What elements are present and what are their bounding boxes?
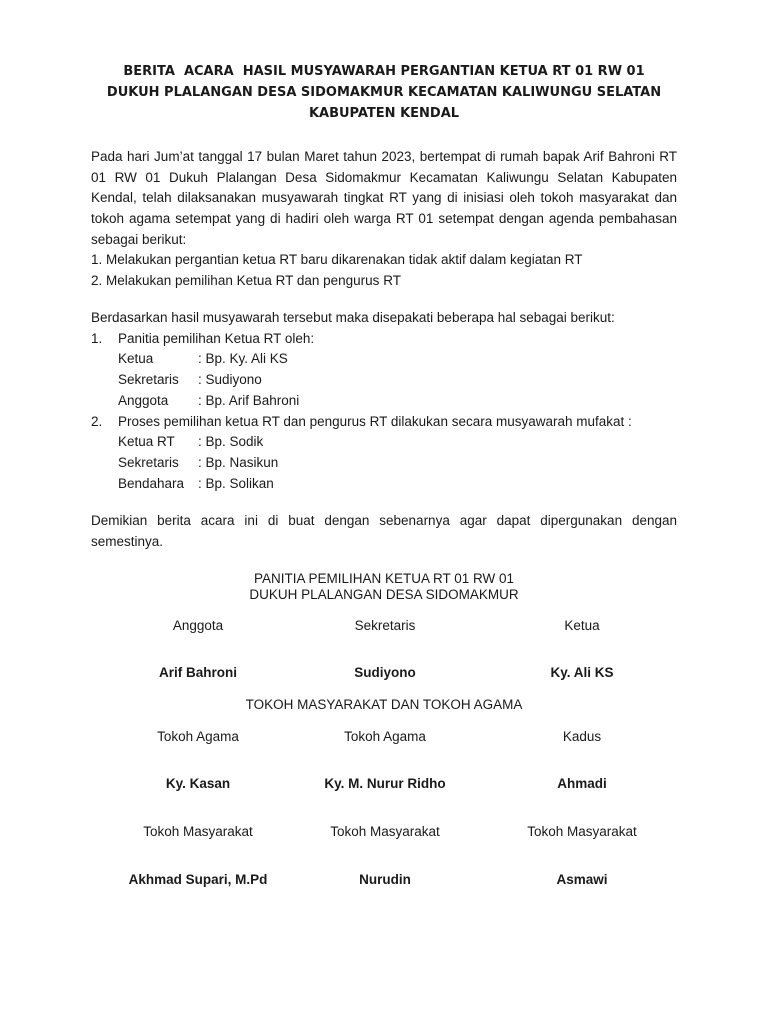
agenda-item-2: 2. Melakukan pemilihan Ketua RT dan pengurus RT (91, 273, 401, 288)
signatory-name: Ahmadi (557, 776, 607, 791)
title-line-1: BERITA ACARA HASIL MUSYAWARAH PERGANTIAN KETUA RT 01 RW 01 (123, 64, 645, 79)
role-value: : Bp. Ky. Ali KS (198, 351, 288, 366)
role-label: Sekretaris (118, 372, 179, 387)
role-value: : Bp. Arif Bahroni (198, 393, 300, 408)
signatory-name: Ky. Ali KS (550, 665, 614, 680)
closing-paragraph: Demikian berita acara ini di buat dengan sebenarnya agar dapat dipergunakan dengan semestinya. (91, 513, 677, 549)
title-line-3: KABUPATEN KENDAL (308, 106, 460, 121)
signatory-title: Kadus (562, 729, 602, 744)
role-label: Ketua (118, 351, 154, 366)
role-label: Bendahara (118, 476, 185, 491)
signatory-title: Ketua (564, 618, 600, 633)
signatory-name: Sudiyono (354, 665, 416, 680)
document-title (0, 61, 768, 124)
role-value: : Bp. Solikan (198, 476, 274, 491)
signatory-name: Ky. M. Nurur Ridho (324, 776, 446, 791)
agenda-item-1: 1. Melakukan pergantian ketua RT baru dikarenakan tidak aktif dalam kegiatan RT (91, 252, 583, 267)
signatory-title: Tokoh Agama (157, 729, 239, 744)
committee-heading-1: PANITIA PEMILIHAN KETUA RT 01 RW 01 (253, 571, 515, 586)
signatory-title: Tokoh Masyarakat (143, 824, 253, 839)
signatory-title: Sekretaris (354, 618, 416, 633)
signatory-name: Arif Bahroni (158, 665, 237, 680)
signatory-name: Nurudin (359, 872, 411, 887)
role-value: : Sudiyono (198, 372, 262, 387)
result-item-1-number: 1. (91, 331, 103, 346)
title-line-2: DUKUH PLALANGAN DESA SIDOMAKMUR KECAMATAN KALIWUNGU SELATAN (106, 85, 662, 100)
results-lead: Berdasarkan hasil musyawarah tersebut maka disepakati beberapa hal sebagai berikut: (91, 310, 615, 325)
result-item-2-text: Proses pemilihan ketua RT dan pengurus RT dilakukan secara musyawarah mufakat : (118, 414, 632, 429)
signatory-title: Tokoh Masyarakat (330, 824, 440, 839)
role-label: Ketua RT (118, 434, 175, 449)
result-item-2-number: 2. (91, 414, 103, 429)
signatory-title: Tokoh Masyarakat (527, 824, 637, 839)
role-label: Sekretaris (118, 455, 179, 470)
signatory-name: Asmawi (556, 872, 608, 887)
role-value: : Bp. Nasikun (198, 455, 279, 470)
result-item-1-text: Panitia pemilihan Ketua RT oleh: (118, 331, 315, 346)
role-value: : Bp. Sodik (198, 434, 264, 449)
signatory-title: Tokoh Agama (344, 729, 426, 744)
committee-heading-2: DUKUH PLALANGAN DESA SIDOMAKMUR (249, 587, 519, 602)
role-label: Anggota (118, 393, 169, 408)
intro-paragraph: Pada hari Jum’at tanggal 17 bulan Maret tahun 2023, bertempat di rumah bapak Arif Bahroni RT 01 RW 01 Dukuh Plalangan Desa Sidomakmur Kecamatan Kaliwungu Selatan Kabupaten Kendal, telah dilaksanakan musyawarah tingkat RT yang di inisiasi oleh tokoh masyarakat dan tokoh agama setempat yang di hadiri oleh warga RT 01 setempat dengan agenda pembahasan sebagai berikut: (91, 149, 677, 247)
signatory-title: Anggota (172, 618, 224, 633)
signatory-name: Akhmad Supari, M.Pd (128, 872, 268, 887)
signatory-name: Ky. Kasan (165, 776, 231, 791)
figures-heading: TOKOH MASYARAKAT DAN TOKOH AGAMA (245, 697, 523, 712)
